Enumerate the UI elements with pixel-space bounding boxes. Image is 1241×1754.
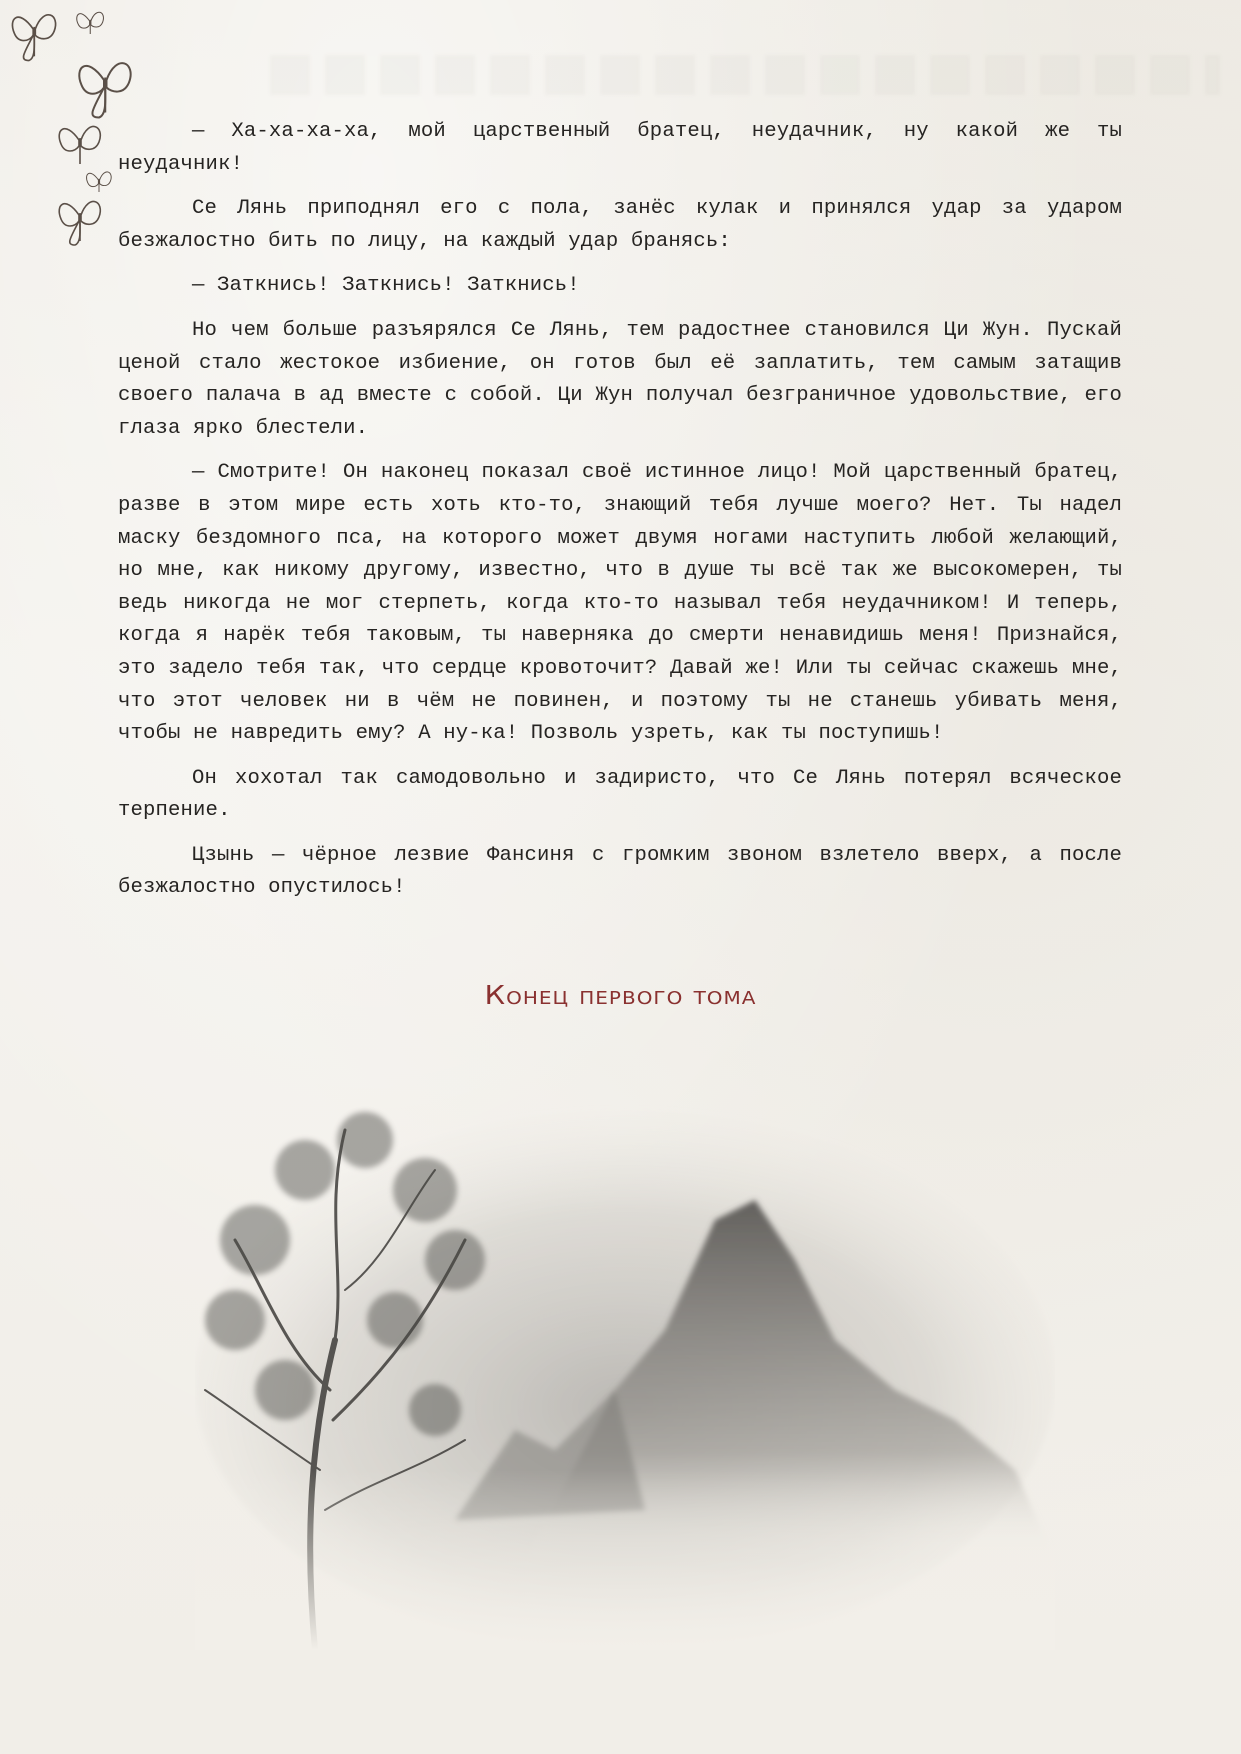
faint-background-script — [270, 55, 1220, 95]
paragraph-4: Но чем больше разъярялся Се Лянь, тем радостнее становился Ци Жун. Пускай ценой стало жестокое избиение, он готов был её заплатить, тем самым затащив своего палача в ад вместе с собой. Ци Жун получал безграничное удовольствие, его глаза ярко блестели. — [118, 318, 1122, 440]
paragraph-3: — Заткнись! Заткнись! Заткнись! — [192, 274, 580, 298]
butterfly-icon — [59, 127, 100, 164]
paragraph-6: Он хохотал так самодовольно и задиристо, что Се Лянь потерял всяческое терпение. — [118, 766, 1122, 823]
butterfly-icon — [59, 202, 100, 245]
butterfly-icon — [87, 172, 112, 192]
paragraph-1: — Ха-ха-ха-ха, мой царственный братец, неудачник, ну какой же ты неудачник! — [118, 120, 1122, 176]
butterfly-icon — [77, 12, 104, 34]
ink-landscape-illustration — [195, 1090, 1055, 1650]
story-text — [118, 116, 1122, 917]
paragraph-7: Цзынь — чёрное лезвие Фансиня с громким звоном взлетело вверх, а после безжалостно опустилось! — [118, 843, 1122, 900]
end-of-volume-title: Конец первого тома — [484, 979, 757, 1011]
butterfly-icon — [79, 63, 130, 117]
butterfly-icon — [12, 15, 55, 61]
paragraph-2: Се Лянь приподнял его с пола, занёс кулак и принялся удар за ударом безжалостно бить по лицу, на каждый удар бранясь: — [118, 197, 1122, 253]
paragraph-5: — Смотрите! Он наконец показал своё истинное лицо! Мой царственный братец, разве в этом мире есть хоть кто-то, знающий тебя лучше моего? Нет. Ты надел маску бездомного пса, на которого может двумя ногами наступить любой желающий, но мне, как никому другому, известно, что в душе ты всё так же высокомерен, ты ведь никогда не мог стерпеть, когда кто-то называл тебя неудачником! И теперь, когда я нарёк тебя таковым, ты наверняка до смерти ненавидишь меня! Признайся, это задело тебя так, что сердце кровоточит? Давай же! Или ты сейчас скажешь мне, что этот человек ни в чём не повинен, и поэтому ты не станешь убивать меня, чтобы не навредить ему? А ну-ка! Позволь узреть, как ты поступишь! — [118, 461, 1122, 746]
